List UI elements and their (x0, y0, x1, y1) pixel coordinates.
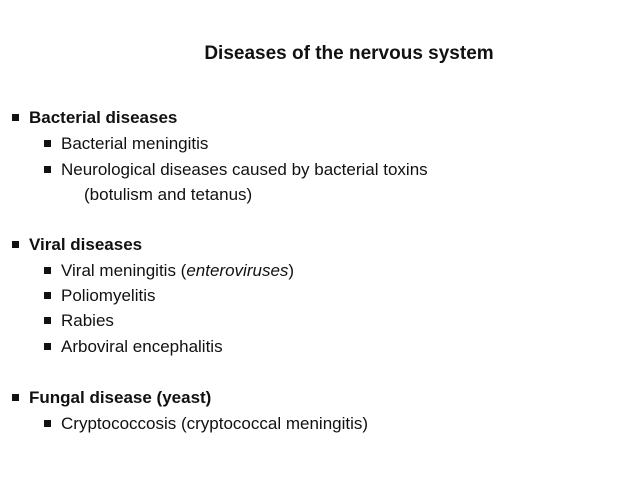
square-bullet-icon (44, 166, 51, 173)
list-item-label: Arboviral encephalitis (61, 337, 223, 356)
list-item-label: Poliomyelitis (61, 286, 156, 305)
section-heading-viral (29, 233, 143, 257)
list-item (61, 158, 428, 182)
square-bullet-icon (44, 343, 51, 350)
section-heading-label: Bacterial diseases (29, 108, 178, 127)
square-bullet-icon (44, 267, 51, 274)
square-bullet-icon (44, 317, 51, 324)
list-item (61, 412, 369, 436)
section-heading-label: Fungal disease (yeast) (29, 388, 212, 407)
list-item-label-end: ) (288, 261, 295, 280)
list-item-label: Neurological diseases caused by bacterial toxins (61, 160, 428, 179)
list-item-label: Cryptococcosis (cryptococcal meningitis) (61, 414, 369, 433)
list-item-label: Bacterial meningitis (61, 134, 209, 153)
slide-title: Diseases of the nervous system (204, 43, 494, 64)
square-bullet-icon (12, 241, 19, 248)
list-item-emphasis: enteroviruses (186, 261, 289, 280)
list-item (61, 335, 223, 359)
list-item (61, 259, 295, 283)
list-item-label: Rabies (61, 311, 114, 330)
section-heading-label: Viral diseases (29, 235, 143, 254)
square-bullet-icon (12, 394, 19, 401)
section-heading-bacterial (29, 106, 178, 130)
square-bullet-icon (12, 114, 19, 121)
square-bullet-icon (44, 420, 51, 427)
square-bullet-icon (44, 140, 51, 147)
list-item-continuation: (botulism and tetanus) (84, 185, 253, 204)
list-item (61, 284, 156, 308)
square-bullet-icon (44, 292, 51, 299)
section-heading-fungal (29, 386, 212, 410)
list-item-label: Viral meningitis ( (61, 261, 187, 280)
list-item (61, 309, 114, 333)
list-item (61, 132, 209, 156)
